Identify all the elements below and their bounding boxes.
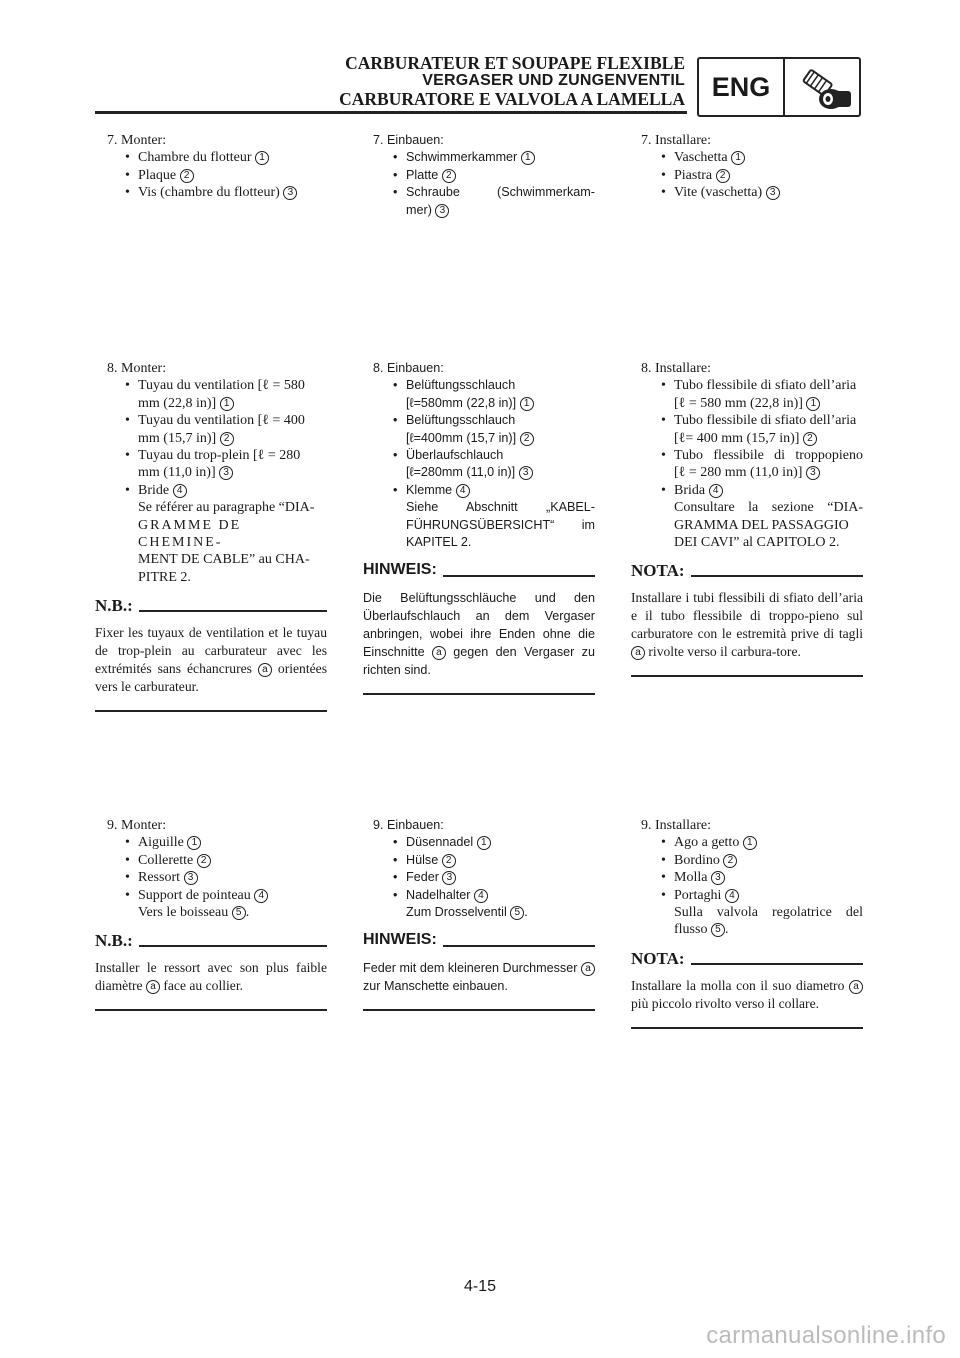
de-step-9-heading: 9. Einbauen: [373,818,444,832]
list-item: • Schwimmerkammer 1 [363,149,595,166]
note-body: Die Belüftungsschläuche und den Überlaufschlauch an dem Vergaser anbringen, wobei ihre Enden ohne die Einschnitte a gegen den Vergaser zu richten sind. [363,591,595,678]
note-header: NOTA: [631,949,863,971]
note-rule [631,1027,863,1029]
reference-text: GRAMMA DEL PASSAGGIO [674,517,849,533]
section-badge-label: ENG [699,59,785,115]
it-step-9 [631,817,863,939]
list-item: • Chambre du flotteur 1 [95,149,327,166]
list-item: • Tuyau du ventilation [ℓ = 400 [125,413,305,429]
fr-step-8-heading: 8. Monter: [107,361,167,376]
reference-text: MENT DE CABLE” au CHA- [138,552,310,568]
note-rule [363,693,595,695]
de-step-8-heading: 8. Einbauen: [373,361,444,375]
list-item: • Belüftungsschlauch [393,378,516,393]
reference-text: DEI CAVI” al CAPITOLO 2. [674,535,840,551]
de-step-7 [363,132,595,219]
list-item: • Piastra 2 [631,167,863,184]
reference-text: Consultare la sezione “DIA- [674,500,863,516]
reference-text: PITRE 2. [138,569,191,585]
section-badge [697,57,861,117]
page-number: 4-15 [463,1278,497,1295]
fr-step-9 [95,817,327,921]
list-item: • Tubo flessibile di sfiato dell’aria [661,413,857,429]
list-item: • Vaschetta 1 [631,149,863,166]
column-german [363,132,595,219]
note-body: Fixer les tuyaux de ventilation et le tuyau de trop-plein au carburateur avec les extrémités sans échancrures a orientées vers le carburateur. [95,625,327,695]
column-italian-s8 [631,360,863,677]
note-header: HINWEIS: [363,931,595,953]
column-french-s9 [95,817,327,1011]
list-item: • Tuyau du ventilation [ℓ = 580 [125,378,305,394]
note-rule [95,1009,327,1011]
list-item: • Belüftungsschlauch [393,413,516,428]
list-item: • Hülse 2 [363,852,595,869]
note-body: Feder mit dem kleineren Durchmesser a zur Manschette einbauen. [363,959,595,995]
list-item: • Vite (vaschetta) 3 [631,184,863,201]
de-step-8 [363,360,595,551]
list-item: • Schraube (Schwimmerkam- [393,185,595,200]
note-header: N.B.: [95,596,327,618]
list-item-cont: [ℓ = 280 mm (11,0 in)] 3 [631,464,863,481]
list-item-cont: mm (15,7 in)] 2 [95,430,327,447]
list-item-cont: mer) 3 [363,202,595,219]
fr-step-8 [95,360,327,586]
list-item: • Überlaufschlauch [393,448,504,463]
it-step-8 [631,360,863,551]
list-item: • Support de pointeau 4 [95,887,327,904]
list-item-cont: [ℓ=280mm (11,0 in)] 3 [363,464,595,481]
fr-step-9-heading: 9. Monter: [107,818,167,833]
list-item-cont: mm (11,0 in)] 3 [95,464,327,481]
list-item: • Plaque 2 [95,167,327,184]
note-body: Installare la molla con il suo diametro a più piccolo rivolto verso il collare. [631,977,863,1013]
column-french-s8 [95,360,327,712]
list-item: • Tubo flessibile di sfiato dell’aria [661,378,857,394]
list-item: • Feder 3 [363,869,595,886]
list-item-cont: [ℓ= 400 mm (15,7 in)] 2 [631,430,863,447]
list-item: • Nadelhalter 4 [363,887,595,904]
reference-text: KAPITEL 2. [406,535,472,550]
list-item: • Collerette 2 [95,852,327,869]
engine-wrench-icon [785,59,859,115]
it-step-7 [631,132,863,202]
column-italian [631,132,863,202]
reference-text: Se référer au paragraphe “DIA- [138,500,315,516]
list-item: • Ressort 3 [95,869,327,886]
header-rule [95,111,687,114]
list-item-cont: [ℓ=400mm (15,7 in)] 2 [363,430,595,447]
reference-text: FÜHRUNGSÜBERSICHT“ im [406,517,595,532]
list-item: • Bride 4 [95,482,327,499]
title-italian: CARBURATORE E VALVOLA A LAMELLA [339,89,685,109]
list-item: • Düsennadel 1 [363,834,595,851]
reference-text: Siehe Abschnitt „KABEL- [406,500,595,515]
list-item: • Klemme 4 [363,482,595,499]
column-german-s8 [363,360,595,695]
list-item: • Molla 3 [631,869,863,886]
note-header: HINWEIS: [363,561,595,583]
note-body: Installare i tubi flessibili di sfiato dell’aria e il tubo flessibile di troppo-pieno sul carburatore con le estremità prive di tagli a rivolte verso il carbura-tore. [631,590,863,660]
it-step-7-heading: 7. Installare: [641,133,711,148]
list-item: • Tubo flessibile di troppopieno [661,448,863,464]
list-item: • Brida 4 [631,482,863,499]
list-item-cont: Vers le boisseau 5 . [138,905,250,921]
reference-text: GRAMME DE CHEMINE- [138,517,242,551]
column-german-s9 [363,817,595,1011]
page-header [0,0,960,120]
note-rule [631,675,863,677]
list-item-cont: Sulla valvola regolatrice del flusso 5 . [674,905,863,938]
de-step-7-heading: 7. Einbauen: [373,133,444,147]
column-french [95,132,327,202]
fr-step-7 [95,132,327,202]
list-item-cont: mm (22,8 in)] 1 [95,395,327,412]
watermark: carmanualsonline.info [706,1322,946,1349]
it-step-9-heading: 9. Installare: [641,818,711,833]
list-item: • Vis (chambre du flotteur) 3 [95,184,327,201]
title-german: VERGASER UND ZUNGENVENTIL [422,72,685,89]
list-item: • Tuyau du trop-plein [ℓ = 280 [125,448,301,464]
list-item-cont: Zum Drosselventil 5 . [406,905,528,920]
note-rule [363,1009,595,1011]
column-italian-s9 [631,817,863,1029]
note-rule [95,710,327,712]
note-body: Installer le ressort avec son plus faible diamètre a face au collier. [95,960,327,994]
note-header: N.B.: [95,931,327,953]
list-item-cont: [ℓ = 580 mm (22,8 in)] 1 [631,395,863,412]
list-item: • Platte 2 [363,167,595,184]
it-step-8-heading: 8. Installare: [641,361,711,376]
list-item: • Bordino 2 [631,852,863,869]
de-step-9 [363,817,595,921]
list-item: • Portaghi 4 [631,887,863,904]
list-item: • Aiguille 1 [95,834,327,851]
list-item: • Ago a getto 1 [631,834,863,851]
list-item-cont: [ℓ=580mm (22,8 in)] 1 [363,395,595,412]
title-french: CARBURATEUR ET SOUPAPE FLEXIBLE [345,53,685,73]
note-header: NOTA: [631,561,863,583]
fr-step-7-heading: 7. Monter: [107,133,167,148]
